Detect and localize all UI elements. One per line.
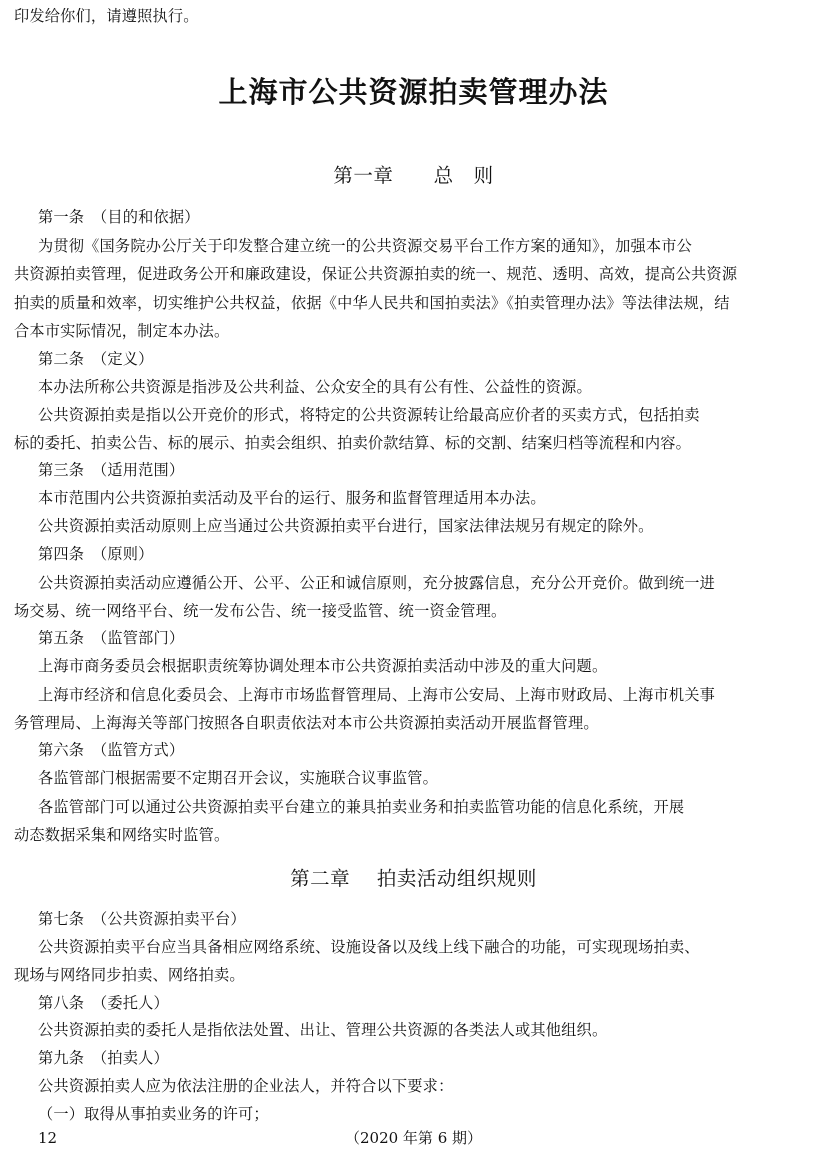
text-line: 标的委托、拍卖公告、标的展示、拍卖会组织、拍卖价款结算、标的交割、结案归档等流程和内容。 — [14, 434, 692, 452]
text-line: 各监管部门根据需要不定期召开会议，实施联合议事监管。 — [38, 769, 439, 787]
text-line: 上海市经济和信息化委员会、上海市市场监督管理局、上海市公安局、上海市财政局、上海市机关事 — [38, 686, 716, 704]
page-number: 12 — [38, 1129, 58, 1147]
text-line: 本市范围内公共资源拍卖活动及平台的运行、服务和监督管理适用本办法。 — [38, 489, 546, 507]
text-line: 公共资源拍卖是指以公开竞价的形式，将特定的公共资源转让给最高应价者的买卖方式，包括拍卖 — [38, 406, 700, 424]
text-line: 公共资源拍卖活动应遵循公开、公平、公正和诚信原则，充分披露信息，充分公开竞价。做到统一进 — [38, 574, 716, 592]
chapter-heading-2 — [0, 866, 827, 892]
text-line: 上海市商务委员会根据职责统筹协调处理本市公共资源拍卖活动中涉及的重大问题。 — [38, 657, 608, 675]
text-line: 公共资源拍卖人应为依法注册的企业法人，并符合以下要求： — [38, 1077, 454, 1095]
article-heading: 第三条 （适用范围） — [38, 461, 185, 479]
article-heading: 第一条 （目的和依据） — [38, 208, 200, 226]
chapter-heading-1 — [0, 163, 827, 189]
text-line: 公共资源拍卖活动原则上应当通过公共资源拍卖平台进行，国家法律法规另有规定的除外。 — [38, 517, 654, 535]
text-line: 公共资源拍卖平台应当具备相应网络系统、设施设备以及线上线下融合的功能，可实现现场拍卖、 — [38, 938, 700, 956]
text-line: 合本市实际情况，制定本办法。 — [14, 322, 230, 340]
article-heading: 第五条 （监管部门） — [38, 629, 185, 647]
text-line: 拍卖的质量和效率，切实维护公共权益，依据《中华人民共和国拍卖法》《拍卖管理办法》等法律法规，结 — [14, 294, 730, 312]
chapter-name: 总 则 — [433, 164, 494, 187]
text-line: 共资源拍卖管理，促进政务公开和廉政建设，保证公共资源拍卖的统一、规范、透明、高效，提高公共资源 — [14, 265, 738, 283]
article-heading: 第九条 （拍卖人） — [38, 1049, 169, 1067]
text-line: 动态数据采集和网络实时监管。 — [14, 826, 230, 844]
text-line: 场交易、统一网络平台、统一发布公告、统一接受监管、统一资金管理。 — [14, 602, 507, 620]
chapter-name: 拍卖活动组织规则 — [376, 867, 537, 890]
article-heading: 第四条 （原则） — [38, 545, 154, 563]
chapter-number: 第二章 — [290, 867, 351, 890]
text-line: 公共资源拍卖的委托人是指依法处置、出让、管理公共资源的各类法人或其他组织。 — [38, 1021, 608, 1039]
text-line: 现场与网络同步拍卖、网络拍卖。 — [14, 966, 245, 984]
document-title: 上海市公共资源拍卖管理办法 — [218, 75, 609, 109]
text-line: 各监管部门可以通过公共资源拍卖平台建立的兼具拍卖业务和拍卖监管功能的信息化系统，开展 — [38, 798, 685, 816]
article-heading: 第二条 （定义） — [38, 350, 154, 368]
article-heading: 第六条 （监管方式） — [38, 741, 185, 759]
chapter-number: 第一章 — [333, 164, 394, 187]
text-line: （一）取得从事拍卖业务的许可； — [38, 1105, 269, 1123]
issue-label: （2020 年第 6 期） — [344, 1129, 483, 1147]
header-line: 印发给你们，请遵照执行。 — [14, 7, 199, 25]
article-heading: 第七条 （公共资源拍卖平台） — [38, 910, 246, 928]
text-line: 本办法所称公共资源是指涉及公共利益、公众安全的具有公有性、公益性的资源。 — [38, 378, 592, 396]
text-line: 务管理局、上海海关等部门按照各自职责依法对本市公共资源拍卖活动开展监督管理。 — [14, 714, 599, 732]
text-line: 为贯彻《国务院办公厅关于印发整合建立统一的公共资源交易平台工作方案的通知》，加强本市公 — [38, 237, 693, 255]
article-heading: 第八条 （委托人） — [38, 994, 169, 1012]
